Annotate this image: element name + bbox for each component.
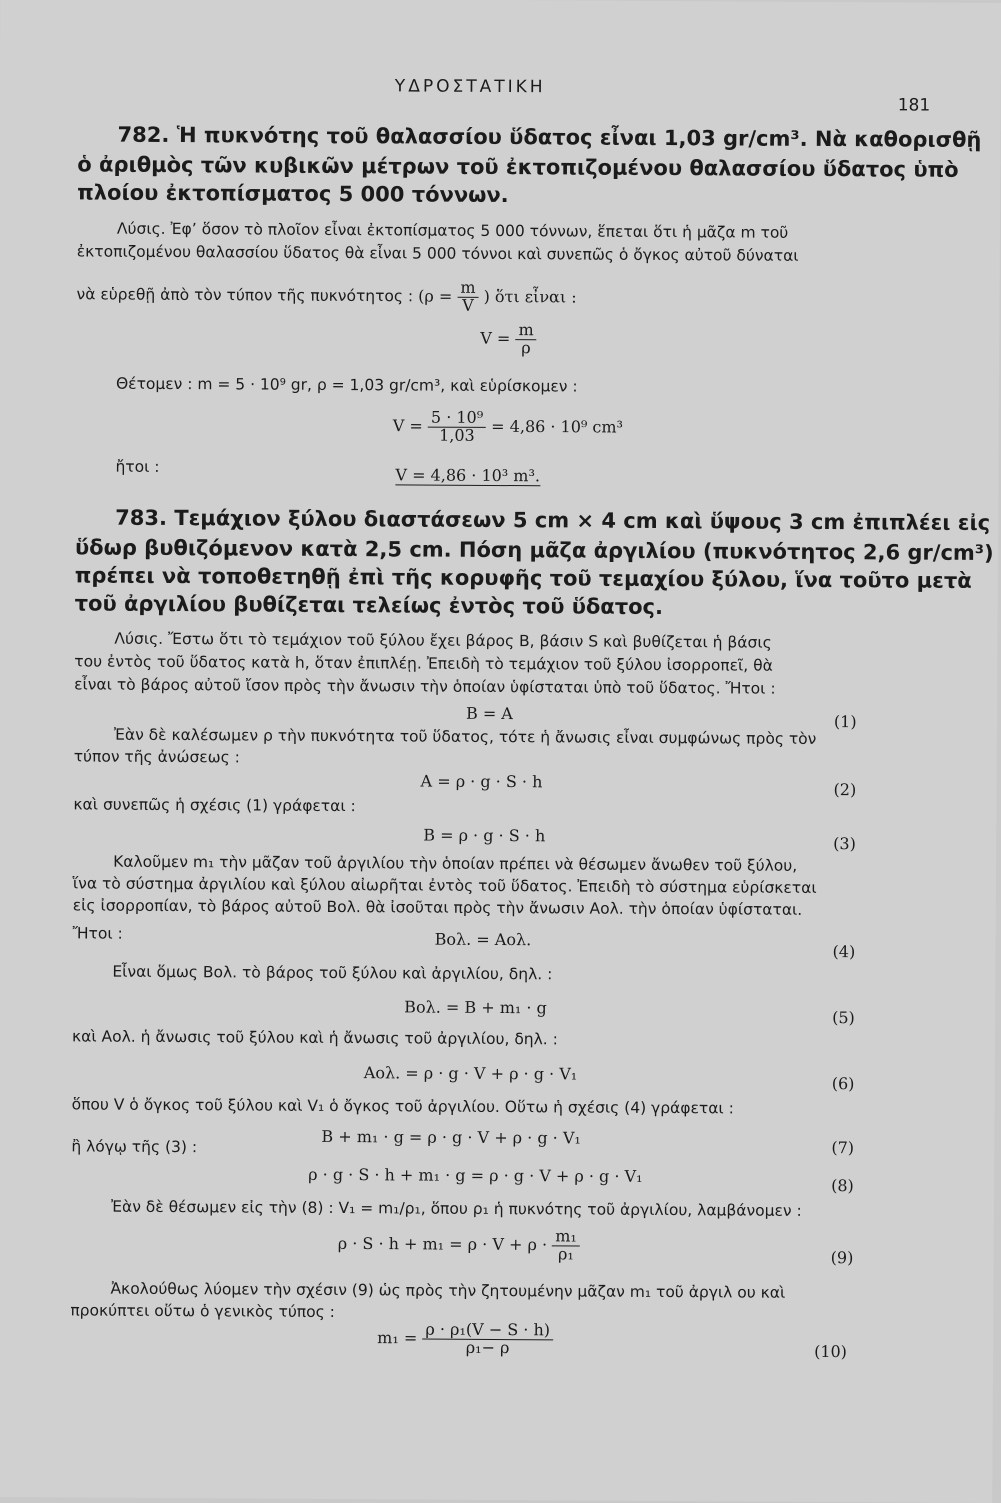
given-values-line: Θέτομεν : m = 5 · 10⁹ gr, ρ = 1,03 gr/cm³, καὶ εὑρίσκομεν : bbox=[115, 374, 578, 396]
solution-783-line-9: εἰς ἰσορροπίαν, τὸ βάρος αὐτοῦ Bολ. θὰ ἰσοῦται πρὸς τὴν ἄνωσιν Aολ. τὴν ὁποίαν ὑφίσταται. bbox=[72, 896, 803, 919]
solution-782-line-1: Λύσις. Ἐφ’ ὅσον τὸ πλοῖον εἶναι ἐκτοπίσματος 5 000 τόννων, ἕπεται ὅτι ἡ μᾶζα m τοῦ bbox=[116, 219, 789, 242]
density-fraction: $\frac{m}{V}$ bbox=[457, 280, 478, 315]
equation-volume: V = $\frac{m}{\rho}$ bbox=[480, 322, 537, 357]
equation-number-10: (10) bbox=[814, 1341, 848, 1362]
problem-783-line-4: τοῦ ἀργιλίου βυθίζεται τελείως ἐντὸς τοῦ ὕδατος. bbox=[74, 591, 664, 620]
equation-6: Aολ. = ρ · g · V + ρ · g · V₁ bbox=[363, 1063, 578, 1084]
problem-782-line-3: πλοίου ἐκτοπίσματος 5 000 τόννων. bbox=[77, 180, 509, 208]
equation-number-3: (3) bbox=[833, 834, 856, 854]
equation-1: B = A bbox=[465, 703, 513, 724]
equation-volume-numeric: V = $\frac{\text{5 · 10⁹}}{1,03}$ = 4,86 · 10⁹ cm³ bbox=[392, 407, 624, 445]
equation-5: Bολ. = B + m₁ · g bbox=[404, 997, 547, 1018]
itoi-label: ἤτοι : bbox=[115, 457, 160, 476]
problem-783-line-3: πρέπει νὰ τοποθετηθῇ ἐπὶ τῆς κορυφῆς τοῦ τεμαχίου ξύλου, ἵνα τοῦτο μετὰ bbox=[74, 563, 972, 593]
solution-783-line-11: Εἶναι ὅμως Bολ. τὸ βάρος τοῦ ξύλου καὶ ἀργιλίου, δηλ. : bbox=[112, 962, 553, 984]
solution-783-line-7: Καλοῦμεν m₁ τὴν μᾶζαν τοῦ ἀργιλίου τὴν ὁποίαν πρέπει νὰ θέσωμεν ἄνωθεν τοῦ ξύλου, bbox=[113, 852, 798, 875]
problem-782-line-2: ὁ ἀριθμὸς τῶν κυβικῶν μέτρων τοῦ ἐκτοπιζομένου θαλασσίου ὕδατος ὑπὸ bbox=[77, 152, 959, 182]
solution-782-line-2: ἐκτοπιζομένου θαλασσίου ὕδατος θὰ εἶναι 5 000 τόννοι καὶ συνεπῶς ὁ ὄγκος αὐτοῦ δύναται bbox=[76, 242, 799, 265]
solution-783-line-8: ἵνα τὸ σύστημα ἀργιλίου καὶ ξύλου αἰωρῆται ἐντὸς τοῦ ὕδατος. Ἐπειδὴ τὸ σύστημα εὑρίσκεται bbox=[72, 874, 817, 897]
solution-783-line-12: καὶ Aολ. ἡ ἄνωσις τοῦ ξύλου καὶ ἡ ἄνωσις τοῦ ἀργιλίου, δηλ. : bbox=[71, 1027, 558, 1049]
equation-10: m₁ = $\frac{\text{ρ · ρ₁(V − S · h)}}{\text{ρ₁− ρ}}$ bbox=[377, 1321, 553, 1357]
page-number: 181 bbox=[897, 95, 931, 116]
equation-9: ρ · S · h + m₁ = ρ · V + ρ · $\frac{\text{m₁}}{\text{ρ₁}}$ bbox=[338, 1227, 580, 1263]
equation-number-5: (5) bbox=[832, 1008, 855, 1028]
equation-4: Bολ. = Aολ. bbox=[434, 929, 532, 950]
solution-783-line-6: καὶ συνεπῶς ἡ σχέσις (1) γράφεται : bbox=[73, 795, 356, 816]
equation-number-8: (8) bbox=[831, 1176, 854, 1196]
equation-number-9: (9) bbox=[830, 1248, 854, 1268]
solution-783-line-13: ὅπου V ὁ ὄγκος τοῦ ξύλου καὶ V₁ ὁ ὄγκος τοῦ ἀργιλίου. Οὕτω ἡ σχέσις (4) γράφεται : bbox=[71, 1095, 734, 1118]
solution-783-line-16: Ἀκολούθως λύομεν τὴν σχέσιν (9) ὡς πρὸς τὴν ζητουμένην μᾶζαν m₁ τοῦ ἀργιλ ου καὶ bbox=[110, 1279, 786, 1302]
problem-782-line-1: 782. Ἡ πυκνότης τοῦ θαλασσίου ὕδατος εἶναι 1,03 gr/cm³. Νὰ καθορισθῇ bbox=[117, 122, 982, 152]
solution-783-line-15: Ἐὰν δὲ θέσωμεν εἰς τὴν (8) : V₁ = m₁/ρ₁, ὅπου ρ₁ ἡ πυκνότης τοῦ ἀργιλίου, λαμβάνομεν : bbox=[110, 1197, 802, 1220]
problem-783-line-1: 783. Τεμάχιον ξύλου διαστάσεων 5 cm × 4 cm καὶ ὕψους 3 cm ἐπιπλέει εἰς bbox=[115, 505, 991, 536]
equation-8: ρ · g · S · h + m₁ · g = ρ · g · V + ρ · g · V₁ bbox=[308, 1164, 643, 1186]
solution-783-line-5: τύπον τῆς ἀνώσεως : bbox=[73, 747, 240, 767]
solution-783-line-1: Λύσις. Ἔστω ὅτι τὸ τεμάχιον τοῦ ξύλου ἔχει βάρος B, βάσιν S καὶ βυθίζεται ἡ βάσις bbox=[114, 629, 772, 652]
equation-7: B + m₁ · g = ρ · g · V + ρ · g · V₁ bbox=[321, 1126, 581, 1148]
solution-783-line-10: Ἤτοι : bbox=[72, 924, 123, 943]
equation-number-1: (1) bbox=[833, 712, 857, 732]
solution-783-line-17: προκύπτει οὕτω ὁ γενικὸς τύπος : bbox=[70, 1301, 335, 1322]
equation-number-4: (4) bbox=[832, 942, 856, 962]
solution-783-line-3: εἶναι τὸ βάρος αὐτοῦ ἴσον πρὸς τὴν ἄνωσιν τὴν ὁποίαν ὑφίσταται ὑπὸ τοῦ ὕδατος. Ἤτοι : bbox=[74, 675, 776, 698]
equation-3: B = ρ · g · S · h bbox=[423, 825, 546, 846]
equation-2: A = ρ · g · S · h bbox=[420, 771, 543, 792]
solution-783-line-14: ἢ λόγῳ τῆς (3) : bbox=[71, 1137, 198, 1157]
equation-number-7: (7) bbox=[831, 1138, 855, 1158]
solution-782-line-3: νὰ εὑρεθῇ ἀπὸ τὸν τύπον τῆς πυκνότητος : (ρ = $\frac{m}{V}$ ) ὅτι εἶναι : bbox=[76, 277, 577, 315]
solution-783-line-2: του ἐντὸς τοῦ ὕδατος κατὰ h, ὅταν ἐπιπλέῃ. Ἐπειδὴ τὸ τεμάχιον τοῦ ξύλου ἰσορροπεῖ, θὰ bbox=[74, 652, 773, 675]
running-header: ΥΔΡΟΣΤΑΤΙΚΗ bbox=[394, 76, 546, 98]
equation-number-6: (6) bbox=[831, 1074, 855, 1094]
result-782: V = 4,86 · 10³ m³. bbox=[395, 465, 541, 486]
problem-783-line-2: ὕδωρ βυθιζόμενον κατὰ 2,5 cm. Πόση μᾶζα ἀργιλίου (πυκνότητος 2,6 gr/cm³) bbox=[74, 535, 994, 566]
equation-number-2: (2) bbox=[833, 780, 857, 800]
solution-783-line-4: Ἐὰν δὲ καλέσωμεν ρ τὴν πυκνότητα τοῦ ὕδατος, τότε ἡ ἄνωσις εἶναι συμφώνως πρὸς τὸν bbox=[113, 725, 817, 748]
